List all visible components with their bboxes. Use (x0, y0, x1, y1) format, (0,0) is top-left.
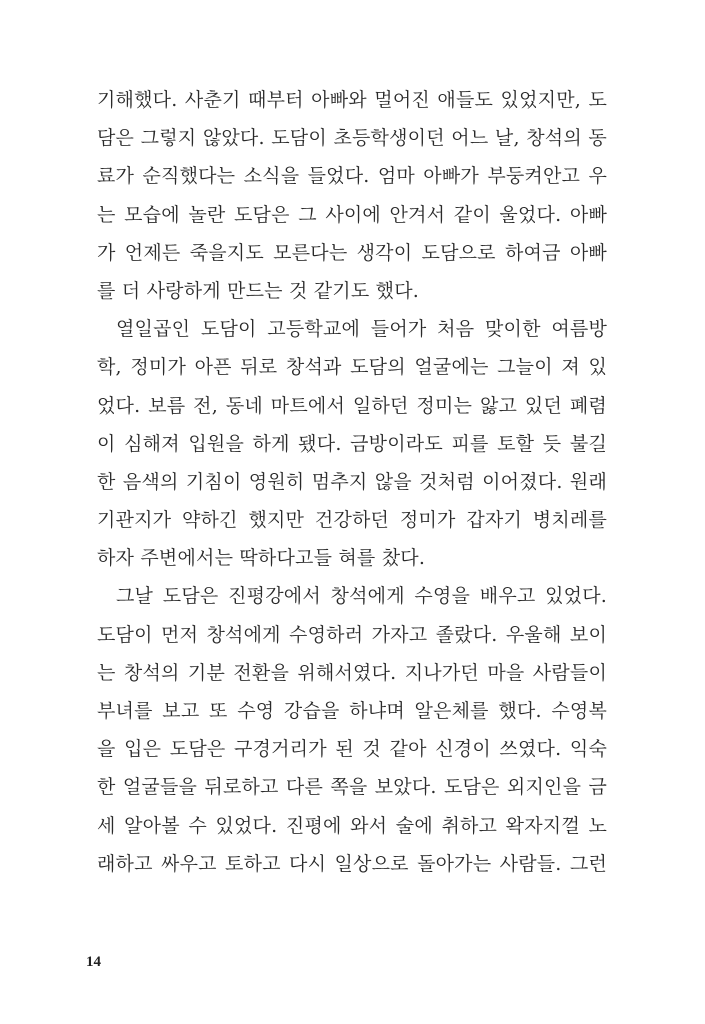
text-line: 학, 정미가 아픈 뒤로 창석과 도담의 얼굴에는 그늘이 져 있 (97, 356, 607, 379)
text-line: 이 심해져 입원을 하게 됐다. 금방이라도 피를 토할 듯 불길 (97, 432, 607, 455)
page-number: 14 (86, 954, 101, 970)
text-line: 그날 도담은 진평강에서 창석에게 수영을 배우고 있었다. (116, 585, 607, 608)
text-line: 는 창석의 기분 전환을 위해서였다. 지나가던 마을 사람들이 (97, 661, 607, 684)
text-line: 는 모습에 놀란 도담은 그 사이에 안겨서 같이 울었다. 아빠 (97, 203, 607, 226)
text-line: 었다. 보름 전, 동네 마트에서 일하던 정미는 앓고 있던 폐렴 (97, 394, 607, 417)
text-line: 기해했다. 사춘기 때부터 아빠와 멀어진 애들도 있었지만, 도 (97, 89, 607, 111)
text-line: 부녀를 보고 또 수영 강습을 하냐며 알은체를 했다. 수영복 (97, 700, 607, 722)
text-line: 담은 그렇지 않았다. 도담이 초등학생이던 어느 날, 창석의 동 (97, 127, 607, 150)
text-line: 한 얼굴들을 뒤로하고 다른 쪽을 보았다. 도담은 외지인을 금 (97, 776, 607, 799)
text-line: 가 언제든 죽을지도 모른다는 생각이 도담으로 하여금 아빠 (97, 241, 607, 264)
text-line: 하자 주변에서는 딱하다고들 혀를 찼다. (97, 547, 426, 570)
text-line: 열일곱인 도담이 고등학교에 들어가 처음 맞이한 여름방 (116, 318, 607, 341)
text-line: 기관지가 약하긴 했지만 건강하던 정미가 갑자기 병치레를 (97, 509, 608, 532)
text-line: 를 더 사랑하게 만드는 것 같기도 했다. (97, 279, 419, 302)
text-line: 래하고 싸우고 토하고 다시 일상으로 돌아가는 사람들. 그런 (97, 852, 607, 875)
text-line: 을 입은 도담은 구경거리가 된 것 같아 신경이 쓰였다. 익숙 (97, 738, 607, 761)
text-line: 도담이 먼저 창석에게 수영하러 가자고 졸랐다. 우울해 보이 (97, 623, 607, 646)
text-line: 세 알아볼 수 있었다. 진평에 와서 술에 취하고 왁자지껄 노 (97, 814, 607, 837)
text-line: 료가 순직했다는 소식을 들었다. 엄마 아빠가 부둥켜안고 우 (97, 165, 607, 188)
body-text (97, 81, 607, 883)
text-line: 한 음색의 기침이 영원히 멈추지 않을 것처럼 이어졌다. 원래 (97, 470, 607, 493)
